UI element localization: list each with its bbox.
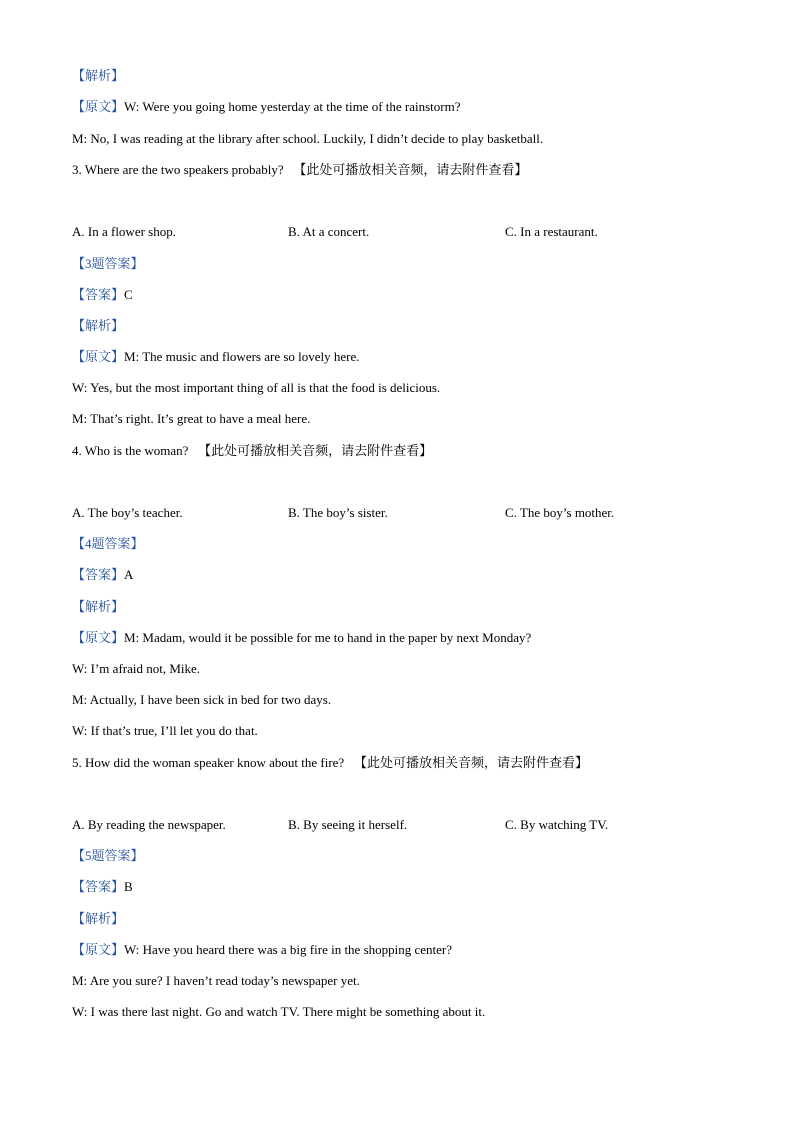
- question-prompt-3: [72, 162, 527, 178]
- transcript-label: 【原文】: [72, 99, 125, 114]
- question-text: 4. Who is the woman?: [72, 443, 189, 458]
- transcript-line: M: Are you sure? I haven’t read today’s newspaper yet.: [72, 973, 360, 988]
- option-a: A. The boy’s teacher.: [72, 505, 183, 520]
- transcript-line: W: I was there last night. Go and watch TV. There might be something about it.: [72, 1004, 486, 1019]
- analysis-label: 【解析】: [72, 911, 125, 926]
- option-c: C. In a restaurant.: [505, 224, 598, 239]
- transcript-line: W: If that’s true, I’ll let you do that.: [72, 723, 258, 738]
- transcript-label: 【原文】: [72, 349, 125, 364]
- answer-line: [72, 567, 133, 583]
- option-a: A. In a flower shop.: [72, 224, 176, 239]
- transcript-text: W: Have you heard there was a big fire in the shopping center?: [124, 942, 453, 957]
- transcript-line: W: I’m afraid not, Mike.: [72, 661, 201, 676]
- analysis-label: 【解析】: [72, 68, 125, 83]
- audio-note: 【此处可播放相关音频，请去附件查看】: [353, 755, 588, 770]
- answer-value: A: [124, 567, 134, 582]
- transcript-text: M: Madam, would it be possible for me to hand in the paper by next Monday?: [124, 630, 532, 645]
- transcript-line: [72, 99, 461, 115]
- transcript-line: [72, 630, 531, 646]
- transcript-text: M: The music and flowers are so lovely here.: [124, 349, 360, 364]
- question-text: 3. Where are the two speakers probably?: [72, 162, 284, 177]
- transcript-label: 【原文】: [72, 942, 125, 957]
- transcript-line: W: Yes, but the most important thing of all is that the food is delicious.: [72, 380, 441, 395]
- answer-label: 【答案】: [72, 879, 125, 894]
- answer-label: 【答案】: [72, 567, 125, 582]
- question-text: 5. How did the woman speaker know about the fire?: [72, 755, 345, 770]
- option-c: C. By watching TV.: [505, 817, 609, 832]
- answer-label: 【答案】: [72, 287, 125, 302]
- transcript-line: M: That’s right. It’s great to have a meal here.: [72, 411, 311, 426]
- section-label: 【3题答案】: [72, 256, 144, 271]
- transcript-line: M: No, I was reading at the library after school. Luckily, I didn’t decide to play basketball.: [72, 131, 544, 146]
- audio-note: 【此处可播放相关音频，请去附件查看】: [198, 443, 433, 458]
- option-a: A. By reading the newspaper.: [72, 817, 226, 832]
- option-c: C. The boy’s mother.: [505, 505, 615, 520]
- transcript-line: [72, 942, 452, 958]
- answer-line: [72, 879, 133, 895]
- question-prompt-5: [72, 755, 588, 771]
- analysis-label: 【解析】: [72, 318, 125, 333]
- transcript-line: [72, 349, 360, 365]
- transcript-line: M: Actually, I have been sick in bed for two days.: [72, 692, 332, 707]
- transcript-text: W: Were you going home yesterday at the time of the rainstorm?: [124, 99, 461, 114]
- audio-note: 【此处可播放相关音频，请去附件查看】: [293, 162, 528, 177]
- option-b: B. The boy’s sister.: [288, 505, 388, 520]
- transcript-label: 【原文】: [72, 630, 125, 645]
- question-prompt-4: [72, 443, 432, 459]
- section-label: 【4题答案】: [72, 536, 144, 551]
- option-b: B. At a concert.: [288, 224, 370, 239]
- answer-value: C: [124, 287, 133, 302]
- analysis-label: 【解析】: [72, 599, 125, 614]
- answer-line: [72, 287, 133, 303]
- section-label: 【5题答案】: [72, 848, 144, 863]
- answer-value: B: [124, 879, 133, 894]
- option-b: B. By seeing it herself.: [288, 817, 408, 832]
